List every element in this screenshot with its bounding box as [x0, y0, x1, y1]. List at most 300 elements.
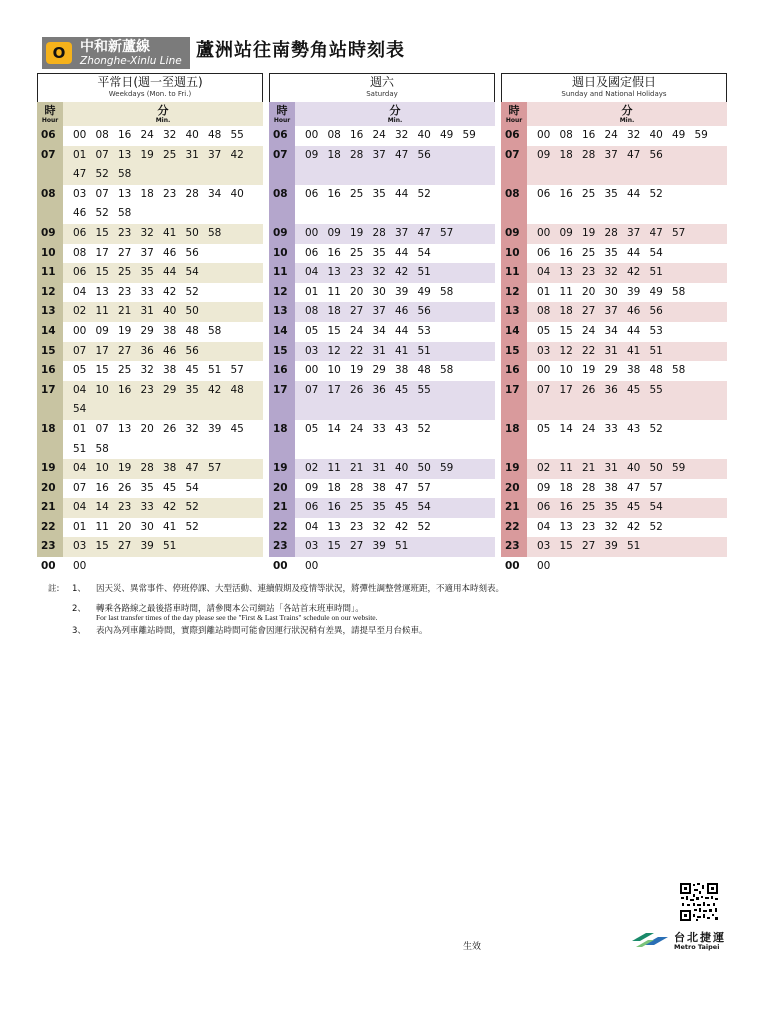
- departure-minute: 04: [305, 520, 319, 533]
- logo-text-en: Metro Taipei: [674, 943, 720, 951]
- hour-cell: 18: [501, 420, 527, 459]
- departure-minute: 41: [395, 344, 409, 357]
- departure-minute: 05: [73, 364, 87, 377]
- departure-minute: 27: [582, 305, 596, 318]
- departure-minute: 37: [372, 305, 386, 318]
- table-row: [37, 302, 263, 322]
- departure-minute: 39: [627, 285, 641, 298]
- departure-minute: 16: [350, 129, 364, 141]
- departure-minute: 51: [417, 344, 431, 357]
- departure-minute: 44: [627, 246, 641, 259]
- table-row: [269, 185, 495, 224]
- minute-label-en: Min.: [619, 116, 635, 124]
- table-row: [501, 263, 727, 283]
- hour-cell: 21: [37, 498, 63, 518]
- table-row: [269, 420, 495, 459]
- departure-minute: 58: [672, 364, 686, 377]
- hour-cell: 20: [269, 479, 295, 499]
- panel-header: [269, 73, 495, 102]
- departure-minute: 42: [395, 266, 409, 279]
- departure-minute: 18: [559, 305, 573, 318]
- departure-minute: 48: [208, 129, 222, 141]
- hour-cell: 18: [269, 420, 295, 459]
- departure-minute: 58: [672, 285, 686, 298]
- table-row: [37, 244, 263, 264]
- departure-minute: 54: [185, 266, 199, 279]
- departure-minute: 38: [163, 364, 177, 377]
- departure-minute: 24: [582, 324, 596, 337]
- table-row: [269, 224, 495, 244]
- departure-minute: 32: [372, 266, 386, 279]
- departure-minute: 09: [305, 148, 319, 161]
- departure-minute: 41: [163, 520, 177, 533]
- departure-minute: 18: [327, 481, 341, 494]
- table-row: [501, 146, 727, 185]
- minutes-cell: [527, 498, 727, 518]
- departure-minute: 44: [395, 246, 409, 259]
- departure-minute: 00: [305, 226, 319, 239]
- departure-minute: 00: [537, 226, 551, 239]
- hour-label: 時: [508, 103, 520, 117]
- departure-minute: 47: [395, 481, 409, 494]
- minutes-cell: [527, 146, 727, 185]
- minutes-cell: [527, 283, 727, 303]
- departure-minute: 49: [440, 129, 454, 141]
- hour-cell: 16: [501, 361, 527, 381]
- departure-minute: 37: [372, 148, 386, 161]
- departure-minute: 24: [604, 129, 618, 141]
- departure-minute: 00: [73, 324, 87, 337]
- departure-minute: 07: [305, 383, 319, 396]
- departure-minute: 00: [537, 129, 551, 141]
- departure-minute: 42: [163, 501, 177, 514]
- minute-label-en: Min.: [387, 116, 403, 124]
- departure-minute: 22: [350, 344, 364, 357]
- hour-label: 時: [44, 103, 56, 117]
- departure-minute: 07: [95, 422, 109, 435]
- departure-minute: 42: [208, 383, 222, 396]
- minute-column-header: [527, 102, 727, 126]
- departure-minute: 12: [327, 344, 341, 357]
- departure-minute: 31: [140, 305, 154, 318]
- departure-minute: 21: [350, 462, 364, 475]
- table-row: [269, 498, 495, 518]
- hour-cell: 16: [269, 361, 295, 381]
- table-row: [501, 518, 727, 538]
- hour-label-en: Hour: [505, 116, 523, 124]
- minute-column-header: [295, 102, 495, 126]
- departure-minute: 35: [604, 501, 618, 514]
- hour-cell: 10: [269, 244, 295, 264]
- minutes-cell: [295, 518, 495, 538]
- departure-minute: 09: [95, 324, 109, 337]
- departure-minute: 58: [95, 442, 109, 455]
- departure-minute: 47: [627, 148, 641, 161]
- departure-minute: 01: [73, 148, 87, 161]
- departure-minute: 28: [582, 148, 596, 161]
- departure-minute: 17: [95, 246, 109, 259]
- departure-minute: 16: [559, 246, 573, 259]
- table-row: [269, 537, 495, 557]
- departure-minute: 51: [649, 266, 663, 279]
- departure-minute: 59: [462, 129, 476, 141]
- departure-minute: 07: [95, 148, 109, 161]
- hour-cell: 12: [269, 283, 295, 303]
- departure-minute: 54: [417, 246, 431, 259]
- table-row: [269, 518, 495, 538]
- minutes-cell: [63, 342, 263, 362]
- departure-minute: 28: [185, 187, 199, 200]
- departure-minute: 52: [95, 168, 109, 181]
- table-row: [269, 479, 495, 499]
- departure-minute: 57: [417, 481, 431, 494]
- column-header: [269, 102, 495, 126]
- departure-minute: 44: [163, 266, 177, 279]
- departure-minute: 18: [559, 148, 573, 161]
- hour-cell: 21: [269, 498, 295, 518]
- table-row: [269, 361, 495, 381]
- departure-minute: 06: [73, 226, 87, 239]
- departure-minute: 39: [372, 540, 386, 553]
- minutes-cell: [527, 263, 727, 283]
- hour-cell: 09: [501, 224, 527, 244]
- departure-minute: 24: [350, 422, 364, 435]
- departure-minute: 31: [604, 344, 618, 357]
- departure-minute: 02: [305, 462, 319, 475]
- minutes-cell: [527, 420, 727, 459]
- departure-minute: 57: [672, 226, 686, 239]
- departure-minute: 00: [305, 560, 319, 573]
- departure-minute: 07: [95, 187, 109, 200]
- departure-minute: 23: [118, 501, 132, 514]
- departure-minute: 52: [649, 520, 663, 533]
- departure-minute: 47: [73, 168, 87, 181]
- departure-minute: 01: [537, 285, 551, 298]
- departure-minute: 35: [604, 246, 618, 259]
- hour-cell: 13: [37, 302, 63, 322]
- departure-minute: 05: [305, 324, 319, 337]
- hour-cell: 08: [269, 185, 295, 224]
- departure-minute: 32: [163, 129, 177, 141]
- note-text: 表內為列車離站時間，實際到離站時間可能會因運行狀況稍有差異，請提早至月台候車。: [96, 626, 428, 636]
- departure-minute: 23: [163, 187, 177, 200]
- hour-cell: 10: [37, 244, 63, 264]
- departure-minute: 46: [395, 305, 409, 318]
- minutes-cell: [295, 420, 495, 459]
- departure-minute: 15: [95, 540, 109, 553]
- departure-minute: 52: [95, 207, 109, 220]
- departure-minute: 57: [649, 481, 663, 494]
- minutes-cell: [295, 479, 495, 499]
- departure-minute: 59: [672, 462, 686, 475]
- table-row: [501, 557, 727, 577]
- departure-minute: 49: [417, 285, 431, 298]
- minutes-cell: [527, 126, 727, 146]
- departure-minute: 31: [372, 462, 386, 475]
- minutes-cell: [295, 244, 495, 264]
- table-row: [269, 283, 495, 303]
- table-row: [501, 185, 727, 224]
- hour-column-header: [269, 102, 295, 126]
- departure-minute: 58: [118, 207, 132, 220]
- hour-cell: 11: [501, 263, 527, 283]
- panel-title-en: Sunday and National Holidays: [561, 90, 667, 98]
- departure-minute: 38: [395, 364, 409, 377]
- minutes-cell: [295, 126, 495, 146]
- departure-minute: 32: [140, 226, 154, 239]
- departure-minute: 10: [95, 462, 109, 475]
- departure-minute: 24: [582, 422, 596, 435]
- departure-minute: 37: [140, 246, 154, 259]
- notes-label: 註:: [48, 584, 60, 594]
- table-row: [501, 302, 727, 322]
- minutes-cell: [63, 381, 263, 420]
- saturday-timetable: [269, 73, 495, 577]
- departure-minute: 14: [559, 422, 573, 435]
- hour-cell: 21: [501, 498, 527, 518]
- departure-minute: 27: [582, 540, 596, 553]
- departure-minute: 25: [582, 246, 596, 259]
- table-row: [37, 146, 263, 185]
- departure-minute: 10: [95, 383, 109, 396]
- departure-minute: 47: [627, 481, 641, 494]
- minutes-cell: [63, 263, 263, 283]
- departure-minute: 13: [118, 187, 132, 200]
- departure-minute: 25: [582, 187, 596, 200]
- departure-minute: 52: [417, 520, 431, 533]
- note-text: 因天災、異常事件、停班停課、大型活動、連續假期及疫情等狀況，將彈性調整營運班距，不適用本時刻表。: [96, 584, 505, 594]
- departure-minute: 03: [537, 540, 551, 553]
- departure-minute: 12: [559, 344, 573, 357]
- departure-minute: 46: [627, 305, 641, 318]
- departure-minute: 24: [140, 129, 154, 141]
- table-row: [501, 322, 727, 342]
- note-number: 2、: [72, 604, 86, 614]
- departure-minute: 30: [140, 520, 154, 533]
- departure-minute: 18: [559, 481, 573, 494]
- departure-minute: 38: [604, 481, 618, 494]
- departure-minute: 18: [140, 187, 154, 200]
- departure-minute: 50: [417, 462, 431, 475]
- departure-minute: 40: [395, 462, 409, 475]
- departure-minute: 33: [140, 285, 154, 298]
- departure-minute: 18: [327, 148, 341, 161]
- departure-minute: 41: [163, 226, 177, 239]
- table-row: [269, 322, 495, 342]
- departure-minute: 45: [395, 383, 409, 396]
- departure-minute: 56: [417, 305, 431, 318]
- departure-minute: 08: [95, 129, 109, 141]
- departure-minute: 39: [395, 285, 409, 298]
- hour-cell: 11: [37, 263, 63, 283]
- minutes-cell: [295, 537, 495, 557]
- departure-minute: 51: [208, 364, 222, 377]
- qr-code-icon[interactable]: [679, 882, 719, 922]
- table-row: [269, 244, 495, 264]
- minutes-cell: [295, 185, 495, 224]
- departure-minute: 27: [350, 540, 364, 553]
- minutes-cell: [295, 263, 495, 283]
- departure-minute: 47: [417, 226, 431, 239]
- departure-minute: 08: [73, 246, 87, 259]
- departure-minute: 16: [559, 501, 573, 514]
- departure-minute: 56: [185, 344, 199, 357]
- note-number: 1、: [72, 584, 86, 594]
- departure-minute: 15: [327, 540, 341, 553]
- departure-minute: 39: [140, 540, 154, 553]
- minutes-cell: [295, 224, 495, 244]
- hour-cell: 17: [37, 381, 63, 420]
- departure-minute: 08: [305, 305, 319, 318]
- departure-minute: 17: [327, 383, 341, 396]
- departure-minute: 16: [559, 187, 573, 200]
- departure-minute: 33: [372, 422, 386, 435]
- minute-column-header: [63, 102, 263, 126]
- note-number: 3、: [72, 626, 86, 636]
- departure-minute: 52: [649, 187, 663, 200]
- hour-cell: 23: [501, 537, 527, 557]
- minute-label: 分: [157, 103, 169, 117]
- minutes-cell: [295, 283, 495, 303]
- departure-minute: 52: [185, 501, 199, 514]
- hour-cell: 13: [269, 302, 295, 322]
- departure-minute: 14: [327, 422, 341, 435]
- hour-cell: 08: [37, 185, 63, 224]
- departure-minute: 51: [627, 540, 641, 553]
- departure-minute: 05: [537, 324, 551, 337]
- departure-minute: 42: [627, 266, 641, 279]
- hour-cell: 07: [37, 146, 63, 185]
- hour-cell: 15: [501, 342, 527, 362]
- departure-minute: 11: [327, 462, 341, 475]
- departure-minute: 19: [582, 226, 596, 239]
- departure-minute: 42: [163, 285, 177, 298]
- departure-minute: 40: [230, 187, 244, 200]
- departure-minute: 17: [95, 344, 109, 357]
- departure-minute: 52: [649, 422, 663, 435]
- minutes-cell: [63, 557, 263, 577]
- departure-minute: 03: [305, 344, 319, 357]
- departure-minute: 26: [118, 481, 132, 494]
- departure-minute: 45: [163, 481, 177, 494]
- departure-minute: 51: [417, 266, 431, 279]
- hour-cell: 00: [37, 557, 63, 577]
- departure-minute: 20: [582, 285, 596, 298]
- departure-minute: 25: [118, 364, 132, 377]
- departure-minute: 06: [305, 246, 319, 259]
- departure-minute: 06: [537, 187, 551, 200]
- weekday-timetable: [37, 73, 263, 577]
- hour-cell: 06: [269, 126, 295, 146]
- column-header: [37, 102, 263, 126]
- departure-minute: 33: [140, 501, 154, 514]
- departure-minute: 03: [73, 187, 87, 200]
- departure-minute: 01: [305, 285, 319, 298]
- minutes-cell: [527, 557, 727, 577]
- departure-minute: 26: [582, 383, 596, 396]
- minutes-cell: [527, 342, 727, 362]
- departure-minute: 26: [350, 383, 364, 396]
- panel-title: 週日及國定假日: [571, 75, 656, 89]
- departure-minute: 28: [582, 481, 596, 494]
- panel-title-en: Weekdays (Mon. to Fri.): [108, 90, 192, 98]
- departure-minute: 47: [649, 226, 663, 239]
- hour-cell: 18: [37, 420, 63, 459]
- minutes-cell: [63, 479, 263, 499]
- departure-minute: 56: [649, 148, 663, 161]
- departure-minute: 27: [118, 344, 132, 357]
- table-row: [269, 381, 495, 420]
- departure-minute: 54: [417, 501, 431, 514]
- departure-minute: 16: [327, 187, 341, 200]
- table-row: [37, 479, 263, 499]
- departure-minute: 28: [604, 226, 618, 239]
- departure-minute: 18: [327, 305, 341, 318]
- minutes-cell: [295, 361, 495, 381]
- departure-minute: 35: [185, 383, 199, 396]
- minutes-cell: [295, 381, 495, 420]
- hour-cell: 10: [501, 244, 527, 264]
- hour-cell: 17: [501, 381, 527, 420]
- departure-minute: 04: [305, 266, 319, 279]
- departure-minute: 15: [95, 266, 109, 279]
- departure-minute: 58: [208, 226, 222, 239]
- table-row: [37, 537, 263, 557]
- departure-minute: 48: [230, 383, 244, 396]
- table-row: [501, 381, 727, 420]
- hour-cell: 15: [269, 342, 295, 362]
- hour-cell: 23: [37, 537, 63, 557]
- departure-minute: 25: [163, 148, 177, 161]
- departure-minute: 11: [95, 305, 109, 318]
- departure-minute: 35: [140, 266, 154, 279]
- line-badge: [42, 37, 190, 69]
- departure-minute: 05: [537, 422, 551, 435]
- departure-minute: 23: [140, 383, 154, 396]
- departure-minute: 35: [372, 501, 386, 514]
- departure-minute: 08: [559, 129, 573, 141]
- notes: [48, 582, 504, 644]
- table-row: [269, 557, 495, 577]
- departure-minute: 00: [73, 560, 87, 573]
- table-row: [269, 126, 495, 146]
- departure-minute: 52: [185, 520, 199, 533]
- departure-minute: 40: [417, 129, 431, 141]
- departure-minute: 56: [185, 246, 199, 259]
- departure-minute: 44: [395, 187, 409, 200]
- departure-minute: 36: [372, 383, 386, 396]
- hour-cell: 15: [37, 342, 63, 362]
- hour-cell: 06: [501, 126, 527, 146]
- hour-cell: 08: [501, 185, 527, 224]
- departure-minute: 13: [559, 266, 573, 279]
- departure-minute: 39: [604, 540, 618, 553]
- minutes-cell: [295, 322, 495, 342]
- minute-label: 分: [621, 103, 633, 117]
- departure-minute: 45: [230, 422, 244, 435]
- departure-minute: 27: [118, 540, 132, 553]
- hour-label-en: Hour: [273, 116, 291, 124]
- departure-minute: 02: [537, 462, 551, 475]
- departure-minute: 42: [395, 520, 409, 533]
- departure-minute: 59: [694, 129, 708, 141]
- departure-minute: 46: [163, 344, 177, 357]
- table-row: [37, 263, 263, 283]
- departure-minute: 48: [185, 324, 199, 337]
- departure-minute: 19: [118, 324, 132, 337]
- departure-minute: 37: [395, 226, 409, 239]
- note-item: [48, 602, 504, 622]
